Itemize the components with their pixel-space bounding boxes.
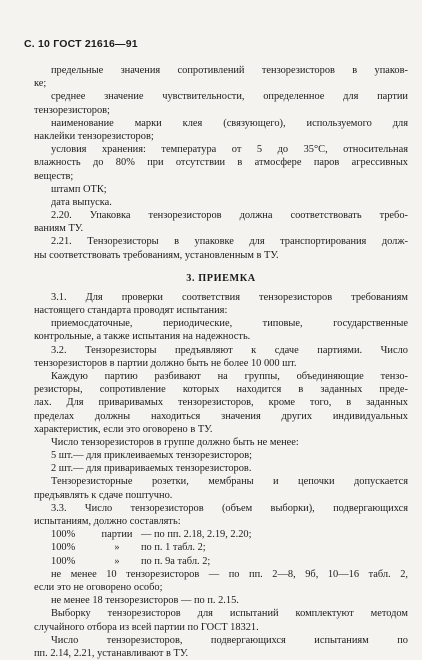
percent-cell: 100% <box>51 529 76 541</box>
text-line: ны соответствовать требованиям, установленным в ТУ. <box>34 249 279 261</box>
text-line: дата выпуска. <box>51 196 112 208</box>
text-line: веществ; <box>34 170 74 182</box>
reference-cell: — по пп. 2.18, 2.19, 2.20; <box>141 529 252 541</box>
text-line: лах. Для приваривамых тензорезисторов, кроме того, в заданных <box>34 397 408 409</box>
text-line: наклейки тензорезисторов; <box>34 130 154 142</box>
paragraph-block-top <box>34 64 408 262</box>
reference-cell: по п. 1 табл. 2; <box>141 542 206 554</box>
page-header: С. 10 ГОСТ 21616—91 <box>24 38 138 50</box>
text-line: влажность до 80% при отсутствии в атмосфере паров агрессивных <box>34 157 408 169</box>
scope-cell: » <box>114 555 120 567</box>
text-line: Тензорезисторные розетки, мембраны и цепочки допускается <box>51 476 408 488</box>
paragraph-block-acceptance <box>34 291 408 528</box>
sample-volume-list <box>34 528 408 568</box>
paragraph-block-bottom <box>34 568 408 660</box>
text-line: 3.3. Число тензорезисторов (объем выборки), подвергающихся <box>51 502 408 514</box>
text-line: штамп ОТК; <box>51 183 107 195</box>
text-line: предельные значения сопротивлений тензорезисторов в упаков- <box>51 65 408 76</box>
text-line: если это не оговорено особо; <box>34 581 163 593</box>
text-line: не менее 10 тензорезисторов — по пп. 2—8, 9б, 10—16 табл. 2, <box>51 568 408 580</box>
text-line: 2.20. Упаковка тензорезисторов должна соответствовать требо- <box>51 210 408 222</box>
text-line: тензорезисторов в партии должно быть не более 10 000 шт. <box>34 357 297 369</box>
text-line: пп. 2.14, 2.21, устанавливают в ТУ. <box>34 647 189 659</box>
percent-cell: 100% <box>51 542 76 554</box>
text-line: резисторы, сопротивление которых находится в заданных преде- <box>34 384 408 396</box>
text-line: приемосдаточные, периодические, типовые, государственные <box>51 318 408 330</box>
section-title: 3. ПРИЕМКА <box>186 272 256 284</box>
reference-cell: по п. 9а табл. 2; <box>141 555 211 567</box>
text-line: Каждую партию разбивают на группы, объединяющие тензо- <box>51 370 408 382</box>
text-line: испытаниям, должно составлять: <box>34 516 181 527</box>
text-line: не менее 18 тензорезисторов — по п. 2.15. <box>51 595 239 607</box>
text-line: условия хранения: температура от 5 до 35°С, относительная <box>51 144 408 156</box>
text-line: пределах должны находиться значения других индивидуальных <box>34 410 408 422</box>
text-line: Число тензорезисторов, подвергающихся испытаниям по <box>51 634 408 646</box>
text-line: среднее значение чувствительности, определенное для партии <box>51 91 408 103</box>
text-line: тензорезисторов; <box>34 104 110 116</box>
scope-cell: » <box>114 542 120 554</box>
text-line: 2.21. Тензорезисторы в упаковке для транспортирования долж- <box>51 236 408 248</box>
list-row <box>34 555 408 568</box>
text-line: ваниям ТУ. <box>34 223 84 235</box>
list-row <box>34 528 408 541</box>
text-line: 5 шт.— для приклеиваемых тензорезисторов; <box>51 450 252 462</box>
document-body <box>34 64 408 660</box>
text-line: 3.2. Тензорезисторы предъявляют к сдаче партиями. Число <box>51 344 408 356</box>
text-line: 2 шт.— для привариваемых тензорезисторов. <box>51 463 252 475</box>
text-line: 3.1. Для проверки соответствия тензорезисторов требованиям <box>51 291 408 303</box>
percent-cell: 100% <box>51 555 76 567</box>
text-line: контрольные, а также испытания на надежность. <box>34 331 251 343</box>
text-line: наименование марки клея (связующего), используемого для <box>51 117 408 129</box>
text-line: настоящего стандарта проводят испытания: <box>34 305 228 316</box>
text-line: случайного отбора из всей партии по ГОСТ 18321. <box>34 621 259 633</box>
text-line: предъявлять к сдаче поштучно. <box>34 489 173 501</box>
text-line: характеристик, если это оговорено в ТУ. <box>34 423 213 435</box>
list-row <box>34 541 408 554</box>
scope-cell: партии <box>101 529 133 541</box>
text-line: Выборку тензорезисторов для испытаний комплектуют методом <box>51 608 408 620</box>
text-line: Число тензорезисторов в группе должно быть не менее: <box>51 436 299 448</box>
text-line: ке; <box>34 78 47 90</box>
